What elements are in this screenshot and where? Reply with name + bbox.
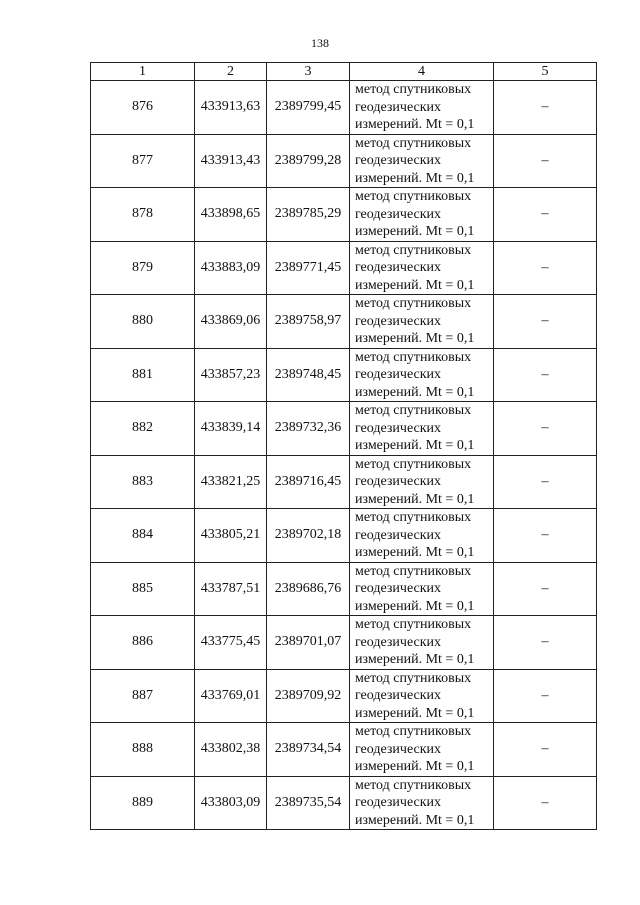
x-coordinate-cell: 433913,43 [195, 134, 267, 188]
table-row [91, 134, 597, 188]
note-cell: – [494, 134, 597, 188]
note-cell: – [494, 295, 597, 349]
table-row [91, 562, 597, 616]
note-cell: – [494, 348, 597, 402]
point-number-cell: 889 [91, 776, 195, 830]
table-row [91, 455, 597, 509]
point-number-cell: 882 [91, 402, 195, 456]
x-coordinate-cell: 433769,01 [195, 669, 267, 723]
header-col-2: 2 [195, 63, 267, 81]
table-row [91, 776, 597, 830]
y-coordinate-cell: 2389799,28 [267, 134, 350, 188]
point-number-cell: 886 [91, 616, 195, 670]
method-cell: метод спутниковых геодезических измерений. Mt = 0,1 [350, 348, 494, 402]
note-cell: – [494, 81, 597, 135]
note-cell: – [494, 241, 597, 295]
table-row [91, 669, 597, 723]
x-coordinate-cell: 433898,65 [195, 188, 267, 242]
note-cell: – [494, 723, 597, 777]
x-coordinate-cell: 433805,21 [195, 509, 267, 563]
x-coordinate-cell: 433821,25 [195, 455, 267, 509]
note-cell: – [494, 455, 597, 509]
x-coordinate-cell: 433802,38 [195, 723, 267, 777]
y-coordinate-cell: 2389702,18 [267, 509, 350, 563]
method-cell: метод спутниковых геодезических измерений. Mt = 0,1 [350, 616, 494, 670]
table-row [91, 723, 597, 777]
method-cell: метод спутниковых геодезических измерений. Mt = 0,1 [350, 669, 494, 723]
x-coordinate-cell: 433883,09 [195, 241, 267, 295]
y-coordinate-cell: 2389771,45 [267, 241, 350, 295]
point-number-cell: 881 [91, 348, 195, 402]
method-cell: метод спутниковых геодезических измерений. Mt = 0,1 [350, 81, 494, 135]
table-row [91, 188, 597, 242]
point-number-cell: 884 [91, 509, 195, 563]
x-coordinate-cell: 433869,06 [195, 295, 267, 349]
table-body [91, 81, 597, 830]
method-cell: метод спутниковых геодезических измерений. Mt = 0,1 [350, 455, 494, 509]
table-row [91, 348, 597, 402]
y-coordinate-cell: 2389735,54 [267, 776, 350, 830]
point-number-cell: 883 [91, 455, 195, 509]
point-number-cell: 880 [91, 295, 195, 349]
method-cell: метод спутниковых геодезических измерений. Mt = 0,1 [350, 134, 494, 188]
method-cell: метод спутниковых геодезических измерений. Mt = 0,1 [350, 562, 494, 616]
table-row [91, 241, 597, 295]
note-cell: – [494, 669, 597, 723]
coordinates-table [90, 62, 597, 830]
table-row [91, 402, 597, 456]
y-coordinate-cell: 2389785,29 [267, 188, 350, 242]
note-cell: – [494, 616, 597, 670]
point-number-cell: 887 [91, 669, 195, 723]
note-cell: – [494, 402, 597, 456]
table-header [91, 63, 597, 81]
x-coordinate-cell: 433913,63 [195, 81, 267, 135]
y-coordinate-cell: 2389716,45 [267, 455, 350, 509]
method-cell: метод спутниковых геодезических измерений. Mt = 0,1 [350, 295, 494, 349]
y-coordinate-cell: 2389709,92 [267, 669, 350, 723]
y-coordinate-cell: 2389799,45 [267, 81, 350, 135]
note-cell: – [494, 776, 597, 830]
y-coordinate-cell: 2389732,36 [267, 402, 350, 456]
x-coordinate-cell: 433787,51 [195, 562, 267, 616]
method-cell: метод спутниковых геодезических измерений. Mt = 0,1 [350, 188, 494, 242]
point-number-cell: 885 [91, 562, 195, 616]
x-coordinate-cell: 433775,45 [195, 616, 267, 670]
y-coordinate-cell: 2389758,97 [267, 295, 350, 349]
point-number-cell: 878 [91, 188, 195, 242]
point-number-cell: 877 [91, 134, 195, 188]
y-coordinate-cell: 2389748,45 [267, 348, 350, 402]
method-cell: метод спутниковых геодезических измерений. Mt = 0,1 [350, 509, 494, 563]
x-coordinate-cell: 433857,23 [195, 348, 267, 402]
note-cell: – [494, 509, 597, 563]
x-coordinate-cell: 433839,14 [195, 402, 267, 456]
table-row [91, 81, 597, 135]
y-coordinate-cell: 2389701,07 [267, 616, 350, 670]
header-col-5: 5 [494, 63, 597, 81]
note-cell: – [494, 562, 597, 616]
point-number-cell: 888 [91, 723, 195, 777]
header-row [91, 63, 597, 81]
x-coordinate-cell: 433803,09 [195, 776, 267, 830]
method-cell: метод спутниковых геодезических измерений. Mt = 0,1 [350, 241, 494, 295]
header-col-4: 4 [350, 63, 494, 81]
page-number: 138 [311, 36, 329, 50]
table-row [91, 295, 597, 349]
y-coordinate-cell: 2389734,54 [267, 723, 350, 777]
y-coordinate-cell: 2389686,76 [267, 562, 350, 616]
method-cell: метод спутниковых геодезических измерений. Mt = 0,1 [350, 723, 494, 777]
header-col-1: 1 [91, 63, 195, 81]
table-row [91, 509, 597, 563]
method-cell: метод спутниковых геодезических измерений. Mt = 0,1 [350, 776, 494, 830]
note-cell: – [494, 188, 597, 242]
point-number-cell: 876 [91, 81, 195, 135]
point-number-cell: 879 [91, 241, 195, 295]
table-row [91, 616, 597, 670]
method-cell: метод спутниковых геодезических измерений. Mt = 0,1 [350, 402, 494, 456]
header-col-3: 3 [267, 63, 350, 81]
